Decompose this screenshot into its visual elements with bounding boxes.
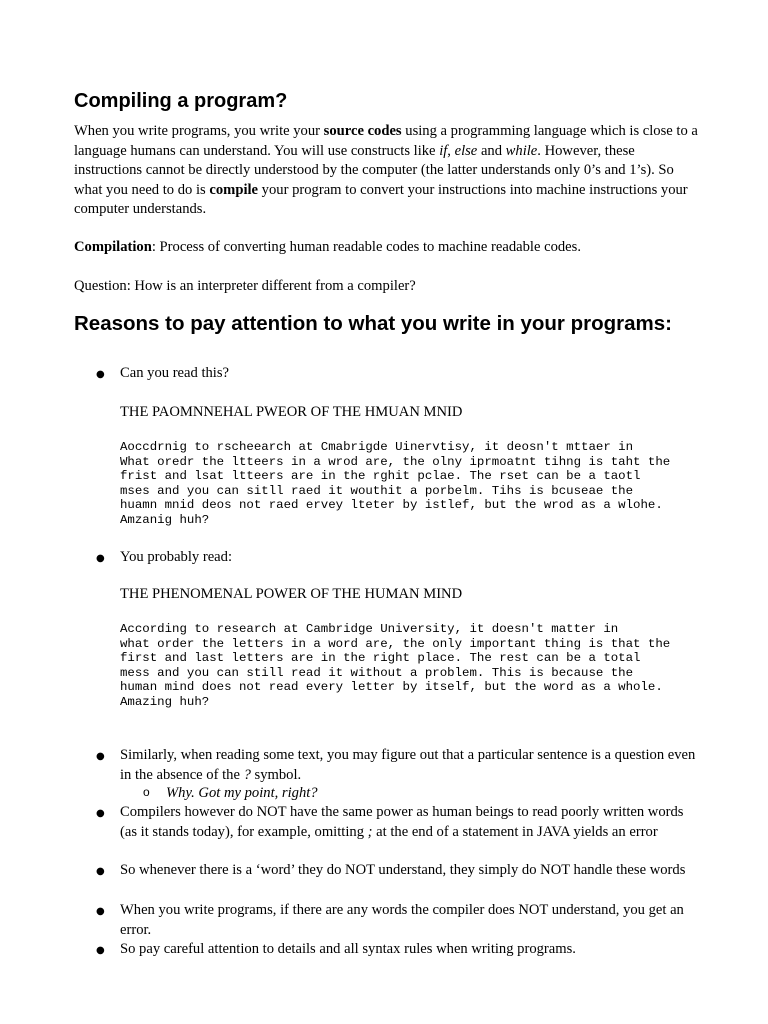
bold-term-compilation: Compilation [74, 239, 152, 255]
text-run: Similarly, when reading some text, you may figure out that a particular sentence is a question even in the absence of the [120, 747, 696, 783]
section-heading-reasons: Reasons to pay attention to what you write in your programs: [74, 312, 672, 335]
bold-term-compile: compile [209, 181, 259, 198]
bullet-icon: ● [96, 808, 105, 819]
text-run: : Process of converting human readable codes to machine readable codes. [151, 239, 581, 255]
sub-bullet-marker: o [143, 785, 150, 799]
bullet-you-probably-read: You probably read: [120, 549, 233, 565]
bullet-similarly [120, 746, 700, 785]
question-line: Question: How is an interpreter different from a compiler? [74, 278, 416, 294]
text-run: . However, these instructions cannot be directly understood by the computer (the latter understands only 0’s and 1’s). So what you need to do is [74, 142, 674, 198]
compilation-definition [74, 238, 704, 258]
italic-term-if: if [439, 142, 448, 159]
bullet-icon: ● [96, 751, 105, 762]
bullet-icon: ● [96, 369, 105, 380]
intro-paragraph [74, 122, 704, 220]
text-run: using a programming language which is close to a language humans can understand. You will use constructs like [74, 123, 698, 159]
bullet-compilers-however [120, 803, 700, 842]
bullet-icon: ● [96, 866, 105, 877]
bullet-icon: ● [96, 945, 105, 956]
text-run: When you write programs, you write your [74, 123, 324, 139]
bold-term-source-codes: source codes [323, 123, 402, 139]
text-run: symbol. [250, 766, 302, 783]
bullet-when-you-write: When you write programs, if there are any words the compiler does NOT understand, you get an error. [120, 902, 684, 938]
italic-term-while: while [505, 142, 538, 159]
italic-semicolon: ; [367, 823, 373, 840]
bullet-whenever-word: So whenever there is a ‘word’ they do NOT understand, they simply do NOT handle these words [120, 862, 686, 878]
text-run: at the end of a statement in JAVA yields an error [372, 823, 658, 840]
section-heading-compiling: Compiling a program? [74, 90, 288, 112]
bullet-pay-attention: So pay careful attention to details and all syntax rules when writing programs. [120, 941, 576, 957]
clear-text-block: According to research at Cambridge University, it doesn't matter in what order the letters in a word are, the only important thing is that the first and last letters are in the right place. The rest can be a total mess and you can still read it without a problem. This is because the human mind does not read every letter by itself, but the word as a whole. Amazing huh? [120, 622, 671, 709]
text-run: and [477, 142, 506, 159]
scrambled-text-block: Aoccdrnig to rscheearch at Cmabrigde Uinervtisy, it deosn't mttaer in What oredr the ltteers in a wrod are, the olny iprmoatnt tihng is taht the frist and lsat ltteers are in the rghit pclae. The rset can be a taotl mses and you can sitll raed it wouthit a porbelm. Tihs is bcuseae the huamn mnid deos not raed ervey lteter by istlef, but the wrod as a wlohe. Amzanig huh? [120, 440, 671, 527]
bullet-can-you-read: Can you read this? [120, 365, 230, 381]
scrambled-title: THE PAOMNNEHAL PWEOR OF THE HMUAN MNID [120, 404, 463, 420]
italic-term-else: else [454, 142, 478, 159]
bullet-icon: ● [96, 553, 105, 564]
text-run: Compilers however do NOT have the same power as human beings to read poorly written words (as it stands today), for example, omitting [120, 804, 684, 840]
italic-question-mark: ? [243, 766, 251, 783]
sub-bullet-why: Why. Got my point, right? [166, 785, 318, 801]
bullet-icon: ● [96, 906, 105, 917]
text-run: , [447, 142, 455, 159]
clear-title: THE PHENOMENAL POWER OF THE HUMAN MIND [120, 586, 463, 602]
text-run: your program to convert your instructions into machine instructions your computer understands. [74, 181, 688, 217]
